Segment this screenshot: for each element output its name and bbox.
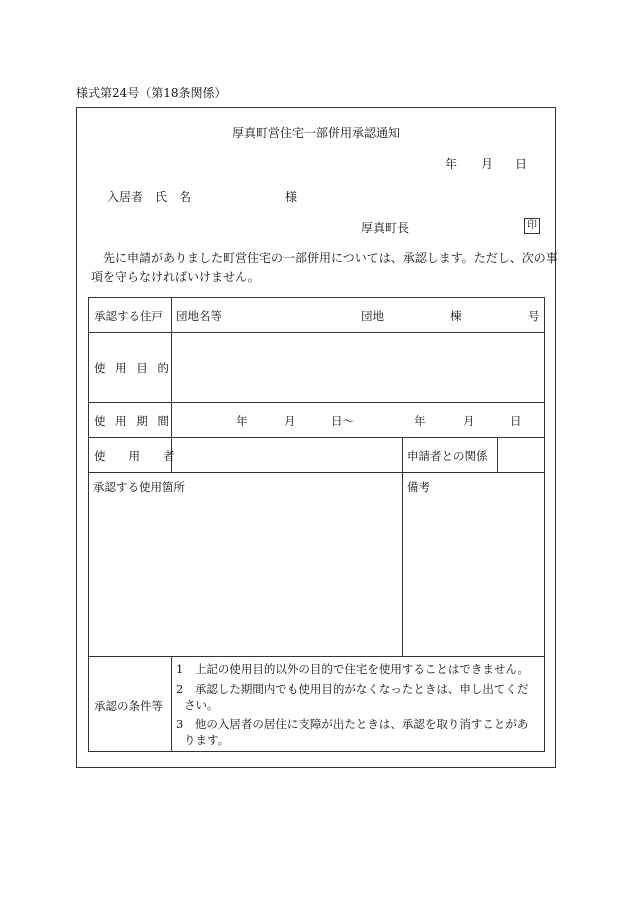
table-rule [88, 402, 545, 403]
table-rule [88, 437, 545, 438]
table-rule [497, 437, 498, 472]
table-rule [88, 332, 545, 333]
body-text-line1: 先に申請がありました町営住宅の一部併用については、承認します。ただし、次の事 [103, 251, 558, 265]
period-end-month: 月 [463, 414, 475, 428]
table-rule [402, 437, 403, 656]
date-year: 年 [445, 157, 458, 171]
period-start-day: 日〜 [331, 414, 354, 428]
form-number: 様式第24号（第18条関係） [76, 86, 227, 100]
table-rule [88, 656, 545, 657]
condition-item: さい。 [184, 698, 219, 712]
conditions-label: 承認の条件等 [94, 699, 163, 713]
condition-item: 1 上記の使用目的以外の目的で住宅を使用することはできません。 [176, 662, 530, 676]
remarks-label: 備考 [407, 480, 430, 494]
table-rule [88, 472, 545, 473]
date-day: 日 [515, 157, 528, 171]
estate-name-label: 団地名等 [176, 309, 222, 323]
period-label: 使 用 期 間 [94, 414, 172, 428]
document-title: 厚真町営住宅一部併用承認通知 [232, 126, 401, 140]
resident-name-label: 入居者 氏 名 [107, 190, 192, 204]
user-label: 使 用 者 [94, 449, 175, 463]
condition-item: 3 他の入居者の居住に支障が出たときは、承認を取り消すことがあ [176, 717, 529, 731]
period-start-month: 月 [284, 414, 296, 428]
date-month: 月 [481, 157, 494, 171]
issuer-name: 厚真町長 [361, 221, 410, 235]
period-end-day: 日 [510, 414, 522, 428]
relation-label: 申請者との関係 [407, 449, 488, 463]
period-start-year: 年 [236, 414, 248, 428]
resident-honorific: 様 [285, 190, 298, 204]
location-label: 承認する使用箇所 [93, 480, 185, 494]
unit-number-label: 号 [528, 309, 540, 323]
unit-label: 承認する住戸 [94, 309, 163, 323]
estate-suffix: 団地 [361, 309, 384, 323]
body-text-line2: 項を守らなければいけません。 [91, 270, 260, 284]
purpose-label: 使 用 目 的 [94, 361, 172, 375]
table-rule [171, 656, 172, 752]
condition-item: ります。 [184, 733, 230, 747]
building-label: 棟 [450, 309, 462, 323]
period-end-year: 年 [414, 414, 426, 428]
seal-mark: 印 [524, 218, 540, 234]
condition-item: 2 承認した期間内でも使用目的がなくなったときは、申し出てくだ [176, 682, 529, 696]
